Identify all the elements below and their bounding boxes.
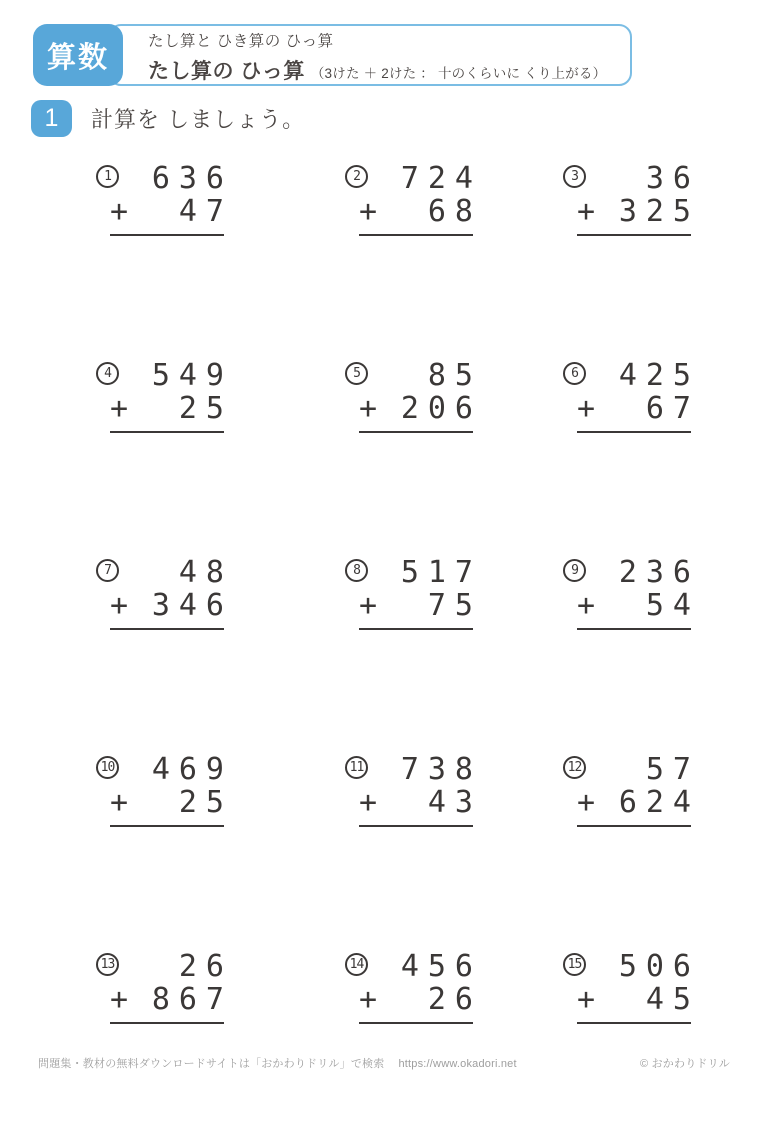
addition-stack bbox=[577, 555, 700, 630]
plus-operator: + bbox=[359, 194, 378, 229]
addend-bottom-row bbox=[359, 391, 482, 426]
footer-url: https://www.okadori.net bbox=[398, 1058, 517, 1070]
addition-stack bbox=[359, 555, 482, 630]
problem-number: 15 bbox=[567, 957, 582, 972]
addend-top-row bbox=[359, 555, 482, 590]
addend-bottom-row bbox=[359, 588, 482, 623]
footer-credit-text: 問題集・教材の無料ダウンロードサイトは「おかわりドリル」で検索 bbox=[38, 1058, 385, 1070]
problem-14 bbox=[345, 950, 563, 1147]
problem-number: 6 bbox=[571, 366, 578, 381]
addend-top: 738 bbox=[400, 752, 482, 787]
addend-bottom-row bbox=[110, 785, 233, 820]
section-number-badge: 1 bbox=[31, 100, 72, 137]
addend-top-row bbox=[359, 358, 482, 393]
worksheet-title: たし算の ひっ算 bbox=[148, 60, 305, 83]
plus-operator: + bbox=[110, 194, 129, 229]
subject-badge: 算数 bbox=[33, 24, 123, 86]
plus-operator: + bbox=[110, 785, 129, 820]
addition-stack bbox=[577, 949, 700, 1024]
addition-stack bbox=[577, 161, 700, 236]
addend-bottom: 206 bbox=[400, 391, 482, 426]
problem-2 bbox=[345, 162, 563, 359]
problem-number: 2 bbox=[353, 169, 360, 184]
addition-stack bbox=[359, 358, 482, 433]
problem-7 bbox=[96, 556, 345, 753]
addend-bottom: 867 bbox=[151, 982, 233, 1017]
addend-top: 36 bbox=[645, 161, 700, 196]
addend-top: 506 bbox=[618, 949, 700, 984]
addend-bottom: 54 bbox=[645, 588, 700, 623]
addition-stack bbox=[577, 752, 700, 827]
worksheet-series-title: たし算と ひき算の ひっ算 bbox=[148, 33, 334, 50]
addend-top: 57 bbox=[645, 752, 700, 787]
problem-12 bbox=[563, 753, 713, 950]
addition-stack bbox=[110, 949, 233, 1024]
addend-top-row bbox=[577, 752, 700, 787]
worksheet-title-row bbox=[148, 55, 620, 85]
addend-bottom: 346 bbox=[151, 588, 233, 623]
addend-top-row bbox=[359, 752, 482, 787]
addend-top: 26 bbox=[178, 949, 233, 984]
addend-bottom: 75 bbox=[427, 588, 482, 623]
plus-operator: + bbox=[110, 982, 129, 1017]
worksheet-title-box bbox=[108, 24, 632, 86]
addition-stack bbox=[110, 555, 233, 630]
addend-bottom-row bbox=[110, 588, 233, 623]
plus-operator: + bbox=[359, 982, 378, 1017]
addend-bottom-row bbox=[110, 391, 233, 426]
plus-operator: + bbox=[110, 588, 129, 623]
addition-stack bbox=[577, 358, 700, 433]
addend-top: 724 bbox=[400, 161, 482, 196]
addend-top: 517 bbox=[400, 555, 482, 590]
addend-bottom: 45 bbox=[645, 982, 700, 1017]
problem-15 bbox=[563, 950, 713, 1147]
plus-operator: + bbox=[577, 391, 596, 426]
problem-10 bbox=[96, 753, 345, 950]
addend-bottom-row bbox=[577, 588, 700, 623]
addend-top: 425 bbox=[618, 358, 700, 393]
addend-bottom: 325 bbox=[618, 194, 700, 229]
addend-top-row bbox=[110, 358, 233, 393]
problem-number: 11 bbox=[349, 760, 364, 775]
addend-bottom-row bbox=[577, 194, 700, 229]
problem-4 bbox=[96, 359, 345, 556]
problem-8 bbox=[345, 556, 563, 753]
addend-bottom: 67 bbox=[645, 391, 700, 426]
addend-top: 85 bbox=[427, 358, 482, 393]
addend-bottom: 25 bbox=[178, 391, 233, 426]
addend-top: 636 bbox=[151, 161, 233, 196]
addend-top-row bbox=[359, 949, 482, 984]
addend-top: 549 bbox=[151, 358, 233, 393]
addend-bottom-row bbox=[359, 982, 482, 1017]
addend-top: 469 bbox=[151, 752, 233, 787]
problem-number: 10 bbox=[100, 760, 115, 775]
addend-bottom: 26 bbox=[427, 982, 482, 1017]
problem-13 bbox=[96, 950, 345, 1147]
addition-stack bbox=[110, 161, 233, 236]
plus-operator: + bbox=[359, 588, 378, 623]
problem-9 bbox=[563, 556, 713, 753]
plus-operator: + bbox=[359, 785, 378, 820]
addend-top-row bbox=[110, 555, 233, 590]
problem-number: 1 bbox=[104, 169, 111, 184]
problem-11 bbox=[345, 753, 563, 950]
problem-number: 12 bbox=[567, 760, 582, 775]
addend-bottom-row bbox=[577, 391, 700, 426]
problem-number: 9 bbox=[571, 563, 578, 578]
addend-bottom: 68 bbox=[427, 194, 482, 229]
addend-bottom: 624 bbox=[618, 785, 700, 820]
addend-bottom: 47 bbox=[178, 194, 233, 229]
problem-number: 8 bbox=[353, 563, 360, 578]
addition-stack bbox=[110, 752, 233, 827]
problems-grid bbox=[96, 162, 713, 1147]
addend-top-row bbox=[577, 555, 700, 590]
addend-bottom: 25 bbox=[178, 785, 233, 820]
addend-bottom-row bbox=[110, 982, 233, 1017]
problem-number: 14 bbox=[349, 957, 364, 972]
addend-bottom-row bbox=[110, 194, 233, 229]
addend-bottom-row bbox=[577, 982, 700, 1017]
addend-top: 236 bbox=[618, 555, 700, 590]
problem-1 bbox=[96, 162, 345, 359]
addend-bottom-row bbox=[359, 785, 482, 820]
addition-stack bbox=[359, 161, 482, 236]
addition-stack bbox=[359, 752, 482, 827]
addend-top-row bbox=[577, 949, 700, 984]
section-heading bbox=[31, 100, 305, 137]
addend-top-row bbox=[577, 358, 700, 393]
addend-bottom: 43 bbox=[427, 785, 482, 820]
addend-top-row bbox=[359, 161, 482, 196]
problem-number: 4 bbox=[104, 366, 111, 381]
addend-top-row bbox=[110, 949, 233, 984]
addend-bottom-row bbox=[359, 194, 482, 229]
problem-3 bbox=[563, 162, 713, 359]
addend-top: 48 bbox=[178, 555, 233, 590]
problem-number: 13 bbox=[100, 957, 115, 972]
page-footer bbox=[38, 1055, 730, 1071]
problem-6 bbox=[563, 359, 713, 556]
plus-operator: + bbox=[577, 194, 596, 229]
plus-operator: + bbox=[577, 785, 596, 820]
problem-number: 7 bbox=[104, 563, 111, 578]
footer-credit bbox=[38, 1055, 531, 1071]
addend-top-row bbox=[110, 161, 233, 196]
footer-copyright: © おかわりドリル bbox=[640, 1058, 730, 1070]
problem-number: 5 bbox=[353, 366, 360, 381]
addend-top: 456 bbox=[400, 949, 482, 984]
addition-stack bbox=[359, 949, 482, 1024]
addend-bottom-row bbox=[577, 785, 700, 820]
addition-stack bbox=[110, 358, 233, 433]
problem-5 bbox=[345, 359, 563, 556]
plus-operator: + bbox=[577, 588, 596, 623]
addend-top-row bbox=[577, 161, 700, 196]
section-instruction: 計算を しましょう。 bbox=[91, 107, 306, 132]
problem-number: 3 bbox=[571, 169, 578, 184]
worksheet-title-note: （3けた ＋ 2けた ： 十のくらいに くり上がる） bbox=[310, 66, 607, 81]
plus-operator: + bbox=[577, 982, 596, 1017]
plus-operator: + bbox=[110, 391, 129, 426]
plus-operator: + bbox=[359, 391, 378, 426]
addend-top-row bbox=[110, 752, 233, 787]
